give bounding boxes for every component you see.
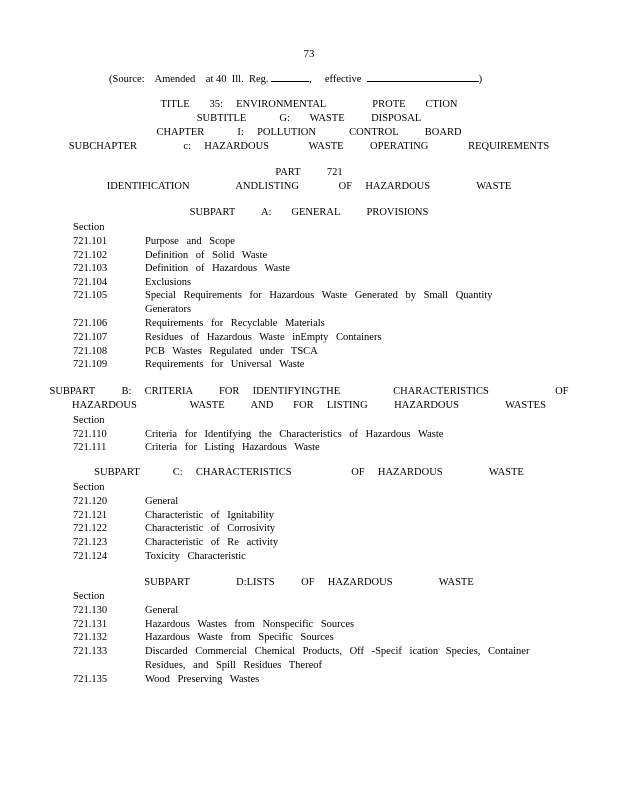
section-row <box>73 605 178 616</box>
section-row <box>73 277 191 288</box>
section-row <box>73 359 304 370</box>
section-number: 721.105 <box>73 290 108 301</box>
section-number: 721.132 <box>73 632 108 643</box>
section-title: Hazardous Wastes from Nonspecific Sources <box>145 619 355 630</box>
section-number: 721.102 <box>73 250 108 261</box>
source-note <box>109 72 482 85</box>
section-title: Definition of Hazardous Waste <box>145 263 290 274</box>
section-number: 721.130 <box>73 605 108 616</box>
source-prefix: (Source: Amended at 40 Ill. Reg. <box>109 74 269 85</box>
section-row <box>73 496 178 507</box>
section-row <box>73 551 246 562</box>
section-title: Characteristic of Ignitability <box>145 510 274 521</box>
page-number: 73 <box>303 48 315 60</box>
section-title: Exclusions <box>145 277 192 288</box>
section-number: 721.111 <box>73 442 107 453</box>
section-number: 721.122 <box>73 523 108 534</box>
section-row <box>73 250 267 261</box>
section-number: 721.107 <box>73 332 108 343</box>
section-number: 721.104 <box>73 277 108 288</box>
section-title: Special Requirements for Hazardous Waste Generated by Small Quantity <box>145 290 493 301</box>
section-number: 721.101 <box>73 236 108 247</box>
section-title: General <box>145 605 179 616</box>
section-title: Definition of Solid Waste <box>145 250 268 261</box>
subtitle-heading: SUBTITLE G: WASTE DISPOSAL <box>196 113 422 124</box>
subpart-a-title: SUBPART A: GENERAL PROVISIONS <box>189 207 429 218</box>
section-number: 721.121 <box>73 510 108 521</box>
title-heading: TITLE 35: ENVIRONMENTAL PROTE CTION <box>160 99 458 110</box>
section-number: 721.124 <box>73 551 108 562</box>
section-title-continuation: Generators <box>145 304 192 315</box>
section-title: Characteristic of Re activity <box>145 537 279 548</box>
section-row <box>73 646 529 657</box>
section-title: Discarded Commercial Chemical Products, Off -Specif ication Species, Container <box>145 646 530 657</box>
section-number: 721.106 <box>73 318 108 329</box>
section-number: 721.133 <box>73 646 108 657</box>
section-label: Section <box>73 482 105 493</box>
section-row <box>73 442 320 453</box>
subpart-c-title: SUBPART C: CHARACTERISTICS OF HAZARDOUS WASTE <box>94 467 524 478</box>
section-row <box>73 332 382 343</box>
section-number: 721.120 <box>73 496 108 507</box>
section-title: Residues of Hazardous Waste inEmpty Containers <box>145 332 382 343</box>
section-row <box>73 236 235 247</box>
section-row <box>73 263 290 274</box>
section-row <box>73 674 259 685</box>
section-title: Criteria for Listing Hazardous Waste <box>145 442 320 453</box>
source-blank-reg <box>271 72 309 82</box>
section-number: 721.135 <box>73 674 108 685</box>
section-label: Section <box>73 222 105 233</box>
section-title: Requirements for Recyclable Materials <box>145 318 325 329</box>
subpart-d-title: SUBPART D:LISTS OF HAZARDOUS WASTE <box>144 577 474 588</box>
section-title-continuation: Residues, and Spill Residues Thereof <box>145 660 322 671</box>
section-title: General <box>145 496 179 507</box>
section-row <box>73 619 354 630</box>
part-number: PART 721 <box>275 167 343 178</box>
section-number: 721.108 <box>73 346 108 357</box>
subpart-b-title: SUBPART B: CRITERIA FOR IDENTIFYINGTHE CHARACTERISTICS OF <box>49 386 569 397</box>
section-row <box>73 290 492 301</box>
section-title: Hazardous Waste from Specific Sources <box>145 632 334 643</box>
section-number: 721.103 <box>73 263 108 274</box>
section-title: Toxicity Characteristic <box>145 551 246 562</box>
section-row <box>73 346 318 357</box>
source-mid: , effective <box>309 74 362 85</box>
section-number: 721.109 <box>73 359 108 370</box>
section-number: 721.131 <box>73 619 108 630</box>
part-name: IDENTIFICATION ANDLISTING OF HAZARDOUS WASTE <box>106 181 512 192</box>
section-label: Section <box>73 591 105 602</box>
section-title: Characteristic of Corrosivity <box>145 523 276 534</box>
section-row <box>73 318 325 329</box>
subpart-b-title-line2: HAZARDOUS WASTE AND FOR LISTING HAZARDOUS WASTES <box>72 400 546 411</box>
chapter-heading: CHAPTER I: POLLUTION CONTROL BOARD <box>156 127 462 138</box>
section-row <box>73 632 334 643</box>
section-number: 721.110 <box>73 429 107 440</box>
section-title: Wood Preserving Wastes <box>145 674 260 685</box>
section-title: Criteria for Identifying the Characteristics of Hazardous Waste <box>145 429 444 440</box>
section-title: PCB Wastes Regulated under TSCA <box>145 346 318 357</box>
section-row <box>73 510 274 521</box>
section-row <box>73 429 443 440</box>
section-title: Requirements for Universal Waste <box>145 359 305 370</box>
section-label: Section <box>73 415 105 426</box>
source-blank-effective <box>367 72 479 82</box>
section-title: Purpose and Scope <box>145 236 235 247</box>
section-row <box>73 537 278 548</box>
section-row <box>73 523 275 534</box>
subchapter-heading: SUBCHAPTER c: HAZARDOUS WASTE OPERATING REQUIREMENTS <box>68 141 550 152</box>
source-suffix: ) <box>478 74 483 85</box>
section-number: 721.123 <box>73 537 108 548</box>
